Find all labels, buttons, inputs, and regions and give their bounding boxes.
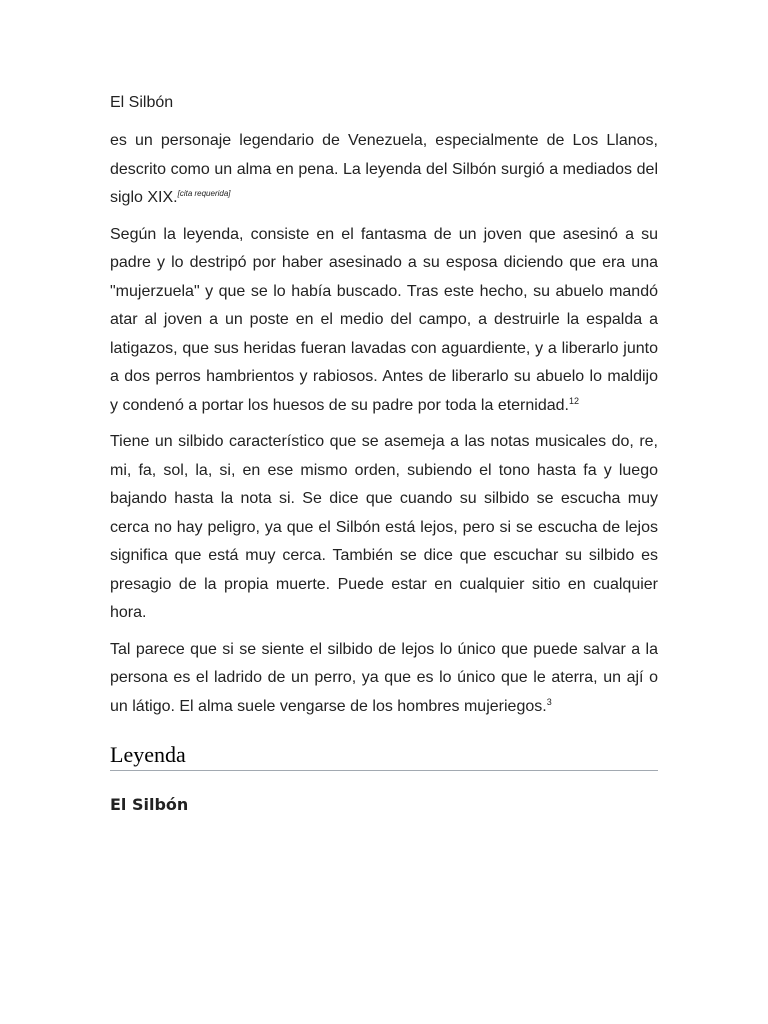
paragraph-text: Según la leyenda, consiste en el fantasma de un joven que asesinó a su padre y lo destripó por haber asesinado a su esposa diciendo que era una "mujerzuela" y que se lo había buscado. Tras este hecho, su abuelo mandó atar al joven a un poste en el medio del campo, a destruirle la espalda a latigazos, que sus heridas fueran lavadas con aguardiente, y a liberarlo junto a dos perros hambrientos y rabiosos. Antes de liberarlo su abuelo lo maldijo y condenó a portar los huesos de su padre por toda la eternidad. [110, 225, 658, 414]
paragraph-whistle [110, 428, 658, 628]
document-label: El Silbón [110, 94, 174, 111]
reference-marker[interactable]: 3 [546, 696, 552, 707]
paragraph-legend [110, 221, 658, 421]
paragraph-protection [110, 636, 658, 722]
reference-marker[interactable]: 12 [568, 395, 579, 406]
citation-needed[interactable]: [cita requerida] [177, 189, 231, 198]
paragraph-text: es un personaje legendario de Venezuela, especialmente de Los Llanos, descrito como un alma en pena. La leyenda del Silbón surgió a mediados del siglo XIX. [110, 132, 658, 206]
paragraph-text: Tal parece que si se siente el silbido de lejos lo único que puede salvar a la persona es el ladrido de un perro, ya que es lo único que le aterra, un ají o un látigo. El alma suele vengarse de los hombres mujeriegos. [110, 640, 658, 715]
paragraph-intro [110, 127, 658, 213]
section-heading-leyenda: Leyenda [110, 741, 658, 771]
sub-heading-el-silbon: El Silbón [110, 795, 189, 814]
paragraph-text: Tiene un silbido característico que se asemeja a las notas musicales do, re, mi, fa, sol, la, si, en ese mismo orden, subiendo el tono hasta fa y luego bajando hasta la nota si. Se dice que cuando su silbido se escucha muy cerca no hay peligro, ya que el Silbón está lejos, pero si se escucha de lejos significa que está muy cerca. También se dice que escuchar su silbido es presagio de la propia muerte. Puede estar en cualquier sitio en cualquier hora. [110, 433, 658, 621]
